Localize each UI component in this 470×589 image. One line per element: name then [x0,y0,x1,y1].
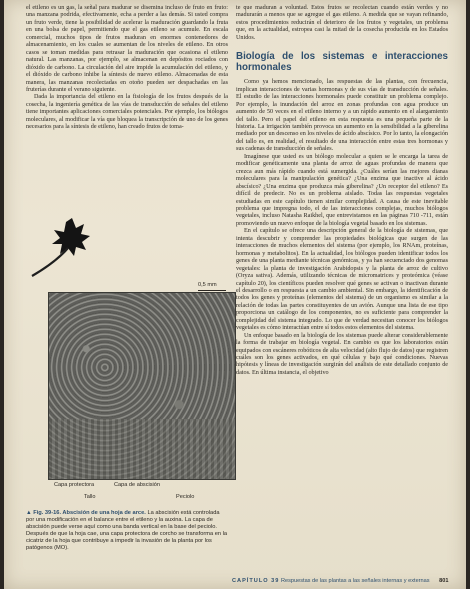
book-page [4,0,466,589]
footer-title: Respuestas de las plantas a las señales internas y externas [280,578,430,584]
paragraph: En el capítulo se ofrece una descripción general de la biología de sistemas, que intenta descubrir y comprender las propiedades biológicas que surgen de las interacciones de muchos elementos del sistema (por ejemplo, los RNAm, proteínas, hormonas y metabolitos). En la actualidad, los biólogos pueden identificar todos los genes de una planta mediante técnicas genómicas, y ya han secuenciado dos genomas vegetales: la planta de investigación Arabidopsis y la planta de arroz de cultivo (Oryza sativa). Además, utilizando técnicas de micromatrices y proteómica (véase capítulo 20), los científicos pueden resolver qué genes se activan o inactivan durante el desarrollo o en respuesta a un cambio ambiental. Sin embargo, la identificación de todos los genes y proteínas (elementos del sistema) de un organismo es similar a la relación de todas las partes constituyentes de un avión. Aunque una lista de ese tipo proporciona un catálogo de los componentes, no es suficiente para comprender la complejidad del sistema integrado. Lo que de verdad necesitan conocer los biólogos vegetales es cómo interactúan entre sí todos estos elementos del sistema. [236,228,448,332]
label-capa-abscision: Capa de abscisión [114,482,161,488]
paragraph: Dada la importancia del etileno en la fisiología de los frutos después de la cosecha, la ingeniería genética de las vías de transducción de señales del etileno tiene importantes aplicaciones comerciales potenciales. Por ejemplo, los biólogos moleculares, al modificar la vía que bloquea la transcripción de uno de los genes necesarios para la síntesis de etileno, han creado frutos de toma- [26,94,228,131]
figure-caption [26,510,228,552]
figure-39-16 [26,238,228,528]
page-number: 801 [439,578,449,584]
caption-title: ▲ Fig. 39-16. Abscisión de una hoja de arce. [26,510,146,516]
label-capa-protectora: Capa protectora [54,482,95,488]
paragraph: te que maduran a voluntad. Estos frutos se recolectan cuando están verdes y no madurarán a menos que se agregue el gas etileno. A medida que se vayan refinando, estos procedimientos reducirán el deterioro de los frutos y vegetales, un problema que, en la actualidad, estropea casi la mitad de la cosecha producida en los Estados Unidos. [236,5,448,41]
micrograph-image [48,292,236,480]
scale-bar [198,290,226,291]
caption-text: La abscisión está controlada por una modificación en el balance entre el etileno y la auxina. La capa de abscisión puede verse aquí como una banda vertical en la base del peciolo. Después de que la hoja cae, una capa protectora de corcho se transforma en la cicatriz de la hoja que contribuye a impedir la invasión de la planta por los patógenos (MO). [26,510,228,551]
paragraph: Un enfoque basado en la biología de los sistemas puede alterar considerablemente la forma de trabajar en biología vegetal. En cambio es que los laboratorios están equipados con escáneres robóticos de alta velocidad (alto flujo de datos) que registren cuáles son los genes activados, en qué células y bajo qué condiciones. Nuevas hipótesis y líneas de investigación surgirán del análisis de este detallado conjunto de datos. En última instancia, el objetivo [236,332,448,376]
label-tallo: Tallo [84,494,96,500]
label-peciolo: Peciolo [176,494,195,500]
footer-chapter: CAPÍTULO 39 [232,578,280,584]
right-column [236,5,448,377]
section-heading: Biología de los sistemas e interacciones hormonales [236,51,448,74]
maple-leaf-illustration [26,214,96,278]
paragraph: Imagínese que usted es un biólogo molecular a quien se le encarga la tarea de modificar genéticamente una planta de arroz de aguas profundas de manera que crezca aun más rápido cuando está sumergida. ¿Cuáles serían las mejores dianas moleculares para la manipulación genética? ¿Una enzima que inactive al ácido abscísico? ¿Una enzima que produzca más giberelina? ¿Un receptor del etileno? Es difícil de predecir. No es un problema aislado. Todas las respuestas vegetales estudiadas en este capítulo tienen similar complejidad. A causa de este inevitable problema que impregna todo, el de las interacciones complejas, muchos biólogos vegetales, incluso Natasha Raikhel, que entrevistamos en las páginas 710 -711, están promoviendo un nuevo enfoque de la biología vegetal basado en los sistemas. [236,153,448,227]
paragraph: el etileno es un gas, la señal para madurar se disemina incluso de fruto en fruto: una manzana podrida, efectivamente, echa a perder a las demás. Si usted compra un fruto verde, tiene la posibilidad de acelerar la maduración guardando la fruta en una bolsa de papel, permitiendo que el gas etileno se acumule. En escala comercial, muchos tipos de frutos maduran en enormes contenedores de almacenamiento, en los cuales se aumentan de los niveles de etileno. En otros casos se toman medidas para retrasar la maduración que ocasiona el etileno natural. Las manzanas, por ejemplo, se almacenan en depósitos rociados con dióxido de carbono. La circulación del aire impide la acumulación del etileno, y el dióxido de carbono inhibe la síntesis de nuevo etileno. Almacenadas de esta manera, las manzanas recolectadas en otoño pueden ser despachadas en las fruterías durante el verano siguiente. [26,5,228,93]
scale-label: 0,5 mm [198,282,217,288]
left-column [26,5,228,132]
paragraph: Como ya hemos mencionado, las respuestas de las plantas, con frecuencia, implican interacciones de varias hormonas y de sus vías de transducción de señales. El estudio de las interacciones hormonales puede constituir un problema complejo. Por ejemplo, la inundación del arroz en zonas profundas con agua produce un aumento de 50 veces en el etileno interno y a un rápido aumento en el alargamiento del tallo. Pero el papel del etileno en esta respuesta es una pequeña parte de la historia. La irrigación también provoca un aumento en la sensibilidad a la giberelina mediado por un descenso en los niveles de ácido abscísico. Por lo tanto, la elongación del tallo es, en realidad, el resultado de una interacción entre estas tres hormonas y sus cadenas de transducción de señales. [236,79,448,153]
page-footer [232,578,454,584]
